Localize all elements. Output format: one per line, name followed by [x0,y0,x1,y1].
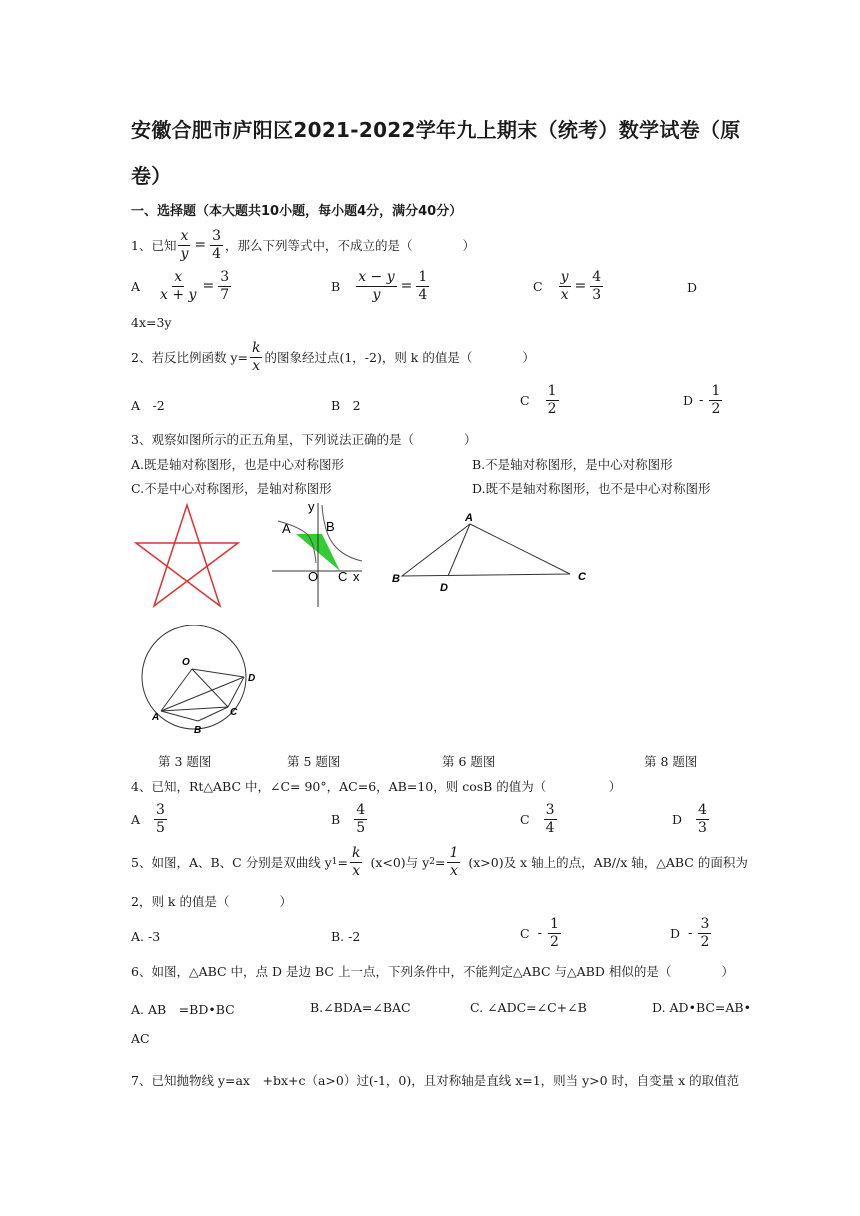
fig6-label-b: B [392,573,400,585]
q6-option-d-continued: AC [131,1031,150,1046]
question-3-stem: 3、观察如图所示的正五角星，下列说法正确的是（ ） [131,432,477,447]
pentagram-star [136,505,238,606]
q1-prefix: 1、已知 [131,238,177,254]
question-6-stem: 6、如图，△ABC 中，点 D 是边 BC 上一点，下列条件中，不能判定△ABC 与△ABD 相似的是（ ） [131,964,734,979]
question-7-stem: 7、已知抛物线 y=ax +bx+c（a>0）过(-1，0)，且对称轴是直线 x=1，则当 y>0 时，自变量 x 的取值范 [131,1073,740,1088]
q2-option-a: A -2 [131,398,165,413]
document-title-line1: 安徽合肥市庐阳区2021-2022学年九上期末（统考）数学试卷（原 [131,118,741,142]
q5-option-b: B. -2 [331,929,361,944]
q2-option-d: D - $\frac{1}{2}$ [683,383,721,417]
q1-option-d-label: D [687,280,698,295]
segment-bc [198,707,228,721]
segment-ac [161,707,228,711]
figure-6-triangle [390,510,590,595]
fig6-label-d: D [440,582,448,594]
fig6-label-c: C [578,571,586,583]
figure-5-hyperbola-graph [270,497,370,609]
section-heading: 一、选择题（本大题共10小题，每小题4分，满分40分） [131,204,463,219]
q1-option-b: B $\frac{x - y}{y}$ = $\frac{1}{4}$ [331,269,428,303]
q6-option-a: A. AB =BD•BC [131,1002,235,1017]
document-title-line2: 卷） [131,164,172,188]
segment-od [192,669,244,677]
q2-option-c: C $\frac{1}{2}$ [520,383,557,417]
q5-option-c: C - $\frac{1}{2}$ [520,916,559,950]
fig5-label-a: A [282,521,291,536]
q1-fraction-xy: $\frac{x}{y}$ [180,228,189,262]
q3-option-a: A.既是轴对称图形，也是中心对称图形 [131,457,345,472]
triangle-abc [402,524,570,576]
segment-oc [192,669,228,707]
segment-ab [161,711,198,721]
q5-option-d: D - $\frac{3}{2}$ [670,916,710,950]
caption-figure-6: 第 6 题图 [442,754,496,769]
fig8-label-o: O [182,657,190,668]
q1-suffix: ，那么下列等式中，不成立的是（ ） [225,238,476,254]
q6-option-b: B.∠BDA=∠BAC [310,1000,411,1015]
q1-option-d-text: 4x=3y [131,315,172,330]
q3-option-d: D.既不是轴对称图形，也不是中心对称图形 [472,481,711,496]
fig5-label-y: y [308,499,315,514]
caption-figure-5: 第 5 题图 [287,754,341,769]
segment-cd [228,677,244,707]
q4-option-a: A $\frac{3}{5}$ [131,802,165,836]
fig8-label-c: C [230,707,238,718]
fig8-label-d: D [248,673,256,684]
figure-3-pentagram [130,503,244,608]
q5-stem-line2: 2，则 k 的值是（ ） [131,894,292,909]
q4-option-c: C $\frac{3}{4}$ [520,802,555,836]
question-5-stem: 5、如图，A、B、C 分别是双曲线 y 1 = $\frac{k}{x}$ (x<0)与 y 2 = $\frac{1}{x}$ (x>0)及 x 轴上的点，AB//x 轴，△ABC 的面积为 [131,845,748,879]
q1-option-a: A $\frac{x}{x + y}$ = $\frac{3}{7}$ [131,269,230,303]
caption-figure-8: 第 8 题图 [644,754,698,769]
q4-option-b: B $\frac{4}{5}$ [331,802,366,836]
q2-fraction-kx: $\frac{k}{x}$ [251,340,261,374]
q2-option-b: B 2 [331,398,361,413]
q1-given-equation: $\frac{x}{y}$ = $\frac{3}{4}$ [180,228,222,262]
fig5-label-c: C [338,569,348,584]
q5-option-a: A. -3 [131,929,161,944]
q1-fraction-34: $\frac{3}{4}$ [212,228,222,262]
fig6-label-a: A [465,512,473,524]
fig8-label-a: A [152,712,160,723]
q5-fraction-kx: $\frac{k}{x}$ [351,845,361,879]
figure-8-circle [136,625,260,740]
fig5-label-o: O [308,569,319,584]
fig8-label-b: B [194,725,202,736]
q6-option-d: D. AD•BC=AB• [652,1000,751,1015]
q4-option-d: D $\frac{4}{3}$ [672,802,707,836]
q3-option-c: C.不是中心对称图形，是轴对称图形 [131,481,332,496]
question-4-stem: 4、已知，Rt△ABC 中，∠C= 90°，AC=6，AB=10，则 cosB 的值为（ ） [131,779,622,794]
q5-fraction-1x: $\frac{1}{x}$ [449,845,459,879]
caption-figure-3: 第 3 题图 [158,754,212,769]
fig5-label-x: x [353,569,360,584]
q3-option-b: B.不是轴对称图形，是中心对称图形 [472,457,673,472]
question-1-stem [131,229,475,261]
q1-option-c: C $\frac{y}{x}$ = $\frac{4}{3}$ [533,269,602,303]
question-2-stem: 2、若反比例函数 y= $\frac{k}{x}$ 的图象经过点(1，-2)，则 k 的值是（ ） [131,340,535,374]
q6-option-c: C. ∠ADC=∠C+∠B [470,1000,587,1015]
fig5-label-b: B [326,519,335,534]
